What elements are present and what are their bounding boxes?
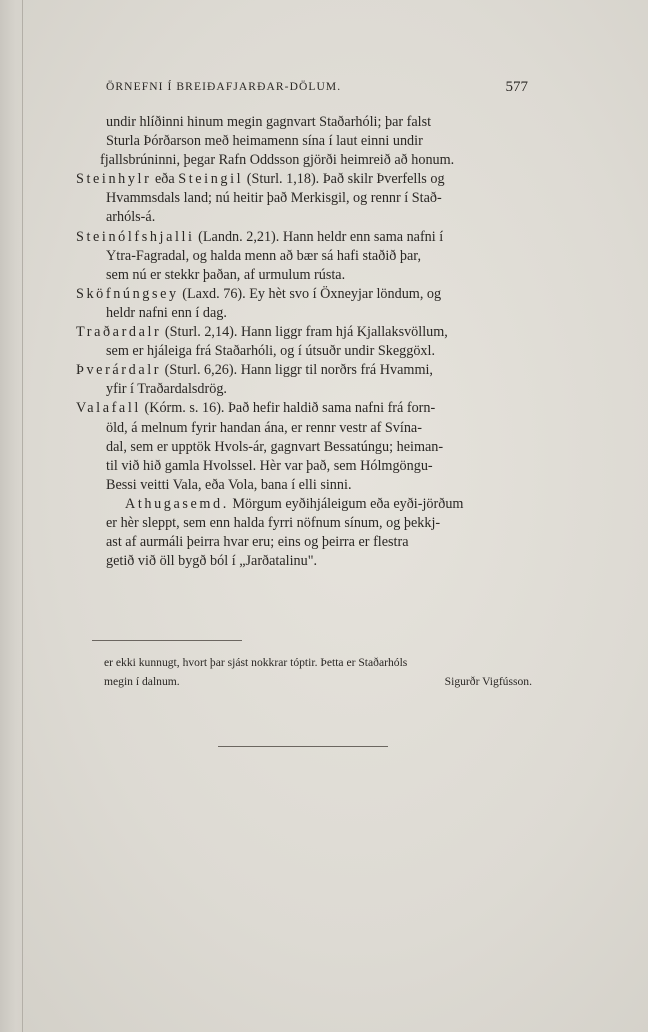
footnote-signature: Sigurðr Vigfússon. <box>444 674 532 688</box>
text-line: fjallsbrúninni, þegar Rafn Oddsson gjörði heimreið að honum. <box>100 152 455 169</box>
text-line: til við hið gamla Hvolssel. Hèr var það, sem Hólmgöngu- <box>106 457 433 474</box>
remark-paragraph <box>76 495 544 514</box>
text-line: öld, á melnum fyrir handan ána, er rennr vestr af Svína- <box>106 419 422 436</box>
text-line: dal, sem er upptök Hvols-ár, gagnvart Bessatúngu; heiman- <box>106 438 444 455</box>
binding-edge-line <box>22 0 23 1032</box>
remark-term: Athugasemd. <box>125 495 229 512</box>
section-end-rule <box>218 746 388 747</box>
entry-valafall <box>76 399 544 418</box>
page-number: 577 <box>505 79 528 95</box>
entry-term: Þverárdalr <box>76 362 162 379</box>
entry-text: (Landn. 2,21). Hann heldr enn sama nafni í <box>194 228 444 245</box>
entry-text: (Sturl. 6,26). Hann liggr til norðrs frá Hvammi, <box>161 362 433 379</box>
entry-term: Steingil <box>178 171 244 188</box>
text-line: Ytra-Fagradal, og halda menn að bær sá hafi staðið þar, <box>106 247 421 264</box>
text-line: arhóls-á. <box>106 209 156 226</box>
footnote-line <box>104 673 532 692</box>
footnote-divider <box>92 640 242 641</box>
entry-text: (Sturl. 1,18). Það skilr Þverfells og <box>243 171 445 188</box>
entry-term: Steinhylr <box>76 171 152 188</box>
text-line: getið við öll bygð ból í „Jarðatalinu". <box>106 553 318 570</box>
entry-steinolfshjalli <box>76 228 544 247</box>
text-line: Hvammsdals land; nú heitir það Merkisgil, og rennr í Stað- <box>106 190 442 207</box>
entry-connector: eða <box>151 171 179 188</box>
main-text <box>76 113 544 571</box>
running-title: ÖRNEFNI Í BREIÐAFJARÐAR-DÖLUM. <box>106 81 342 93</box>
remark-text: Mörgum eyðihjáleigum eða eyði-jörðum <box>228 495 464 512</box>
text-line: er hèr sleppt, sem enn halda fyrri nöfnum sínum, og þekkj- <box>106 514 441 531</box>
entry-skofnungsey <box>76 285 544 304</box>
entry-text: (Laxd. 76). Ey hèt svo í Öxneyjar löndum, og <box>178 285 442 302</box>
text-line: ast af aurmáli þeirra hvar eru; eins og þeirra er flestra <box>106 534 409 551</box>
text-line: Sturla Þórðarson með heimamenn sína í laut einni undir <box>106 133 423 150</box>
entry-term: Sköfnúngsey <box>76 285 179 302</box>
entry-steinhylr <box>76 170 544 189</box>
entry-tradardalr <box>76 323 544 342</box>
footnote-text: megin í dalnum. <box>104 674 180 688</box>
footnote-line <box>104 654 532 673</box>
entry-text: (Kórm. s. 16). Það hefir haldið sama nafni frá forn- <box>140 400 436 417</box>
text-line: Bessi veitti Vala, eða Vola, bana í elli sinni. <box>106 476 352 493</box>
entry-term: Traðardalr <box>76 324 162 341</box>
text-line: yfir í Traðardalsdrög. <box>106 381 227 398</box>
text-line: undir hlíðinni hinum megin gagnvart Staðarhóli; þar falst <box>106 114 432 130</box>
entry-text: (Sturl. 2,14). Hann liggr fram hjá Kjallaksvöllum, <box>161 324 448 341</box>
page-header <box>106 77 528 97</box>
text-line: sem nú er stekkr þaðan, af urmulum rústa. <box>106 266 346 283</box>
text-line: sem er hjáleiga frá Staðarhóli, og í útsuðr undir Skeggöxl. <box>106 343 436 360</box>
text-line: heldr nafni enn í dag. <box>106 304 227 321</box>
entry-thverardalr <box>76 361 544 380</box>
footnote <box>104 654 532 691</box>
footnote-text: er ekki kunnugt, hvort þar sjást nokkrar tóptir. Þetta er Staðarhóls <box>104 656 408 669</box>
entry-term: Steinólfshjalli <box>76 228 195 245</box>
entry-term: Valafall <box>76 400 141 417</box>
